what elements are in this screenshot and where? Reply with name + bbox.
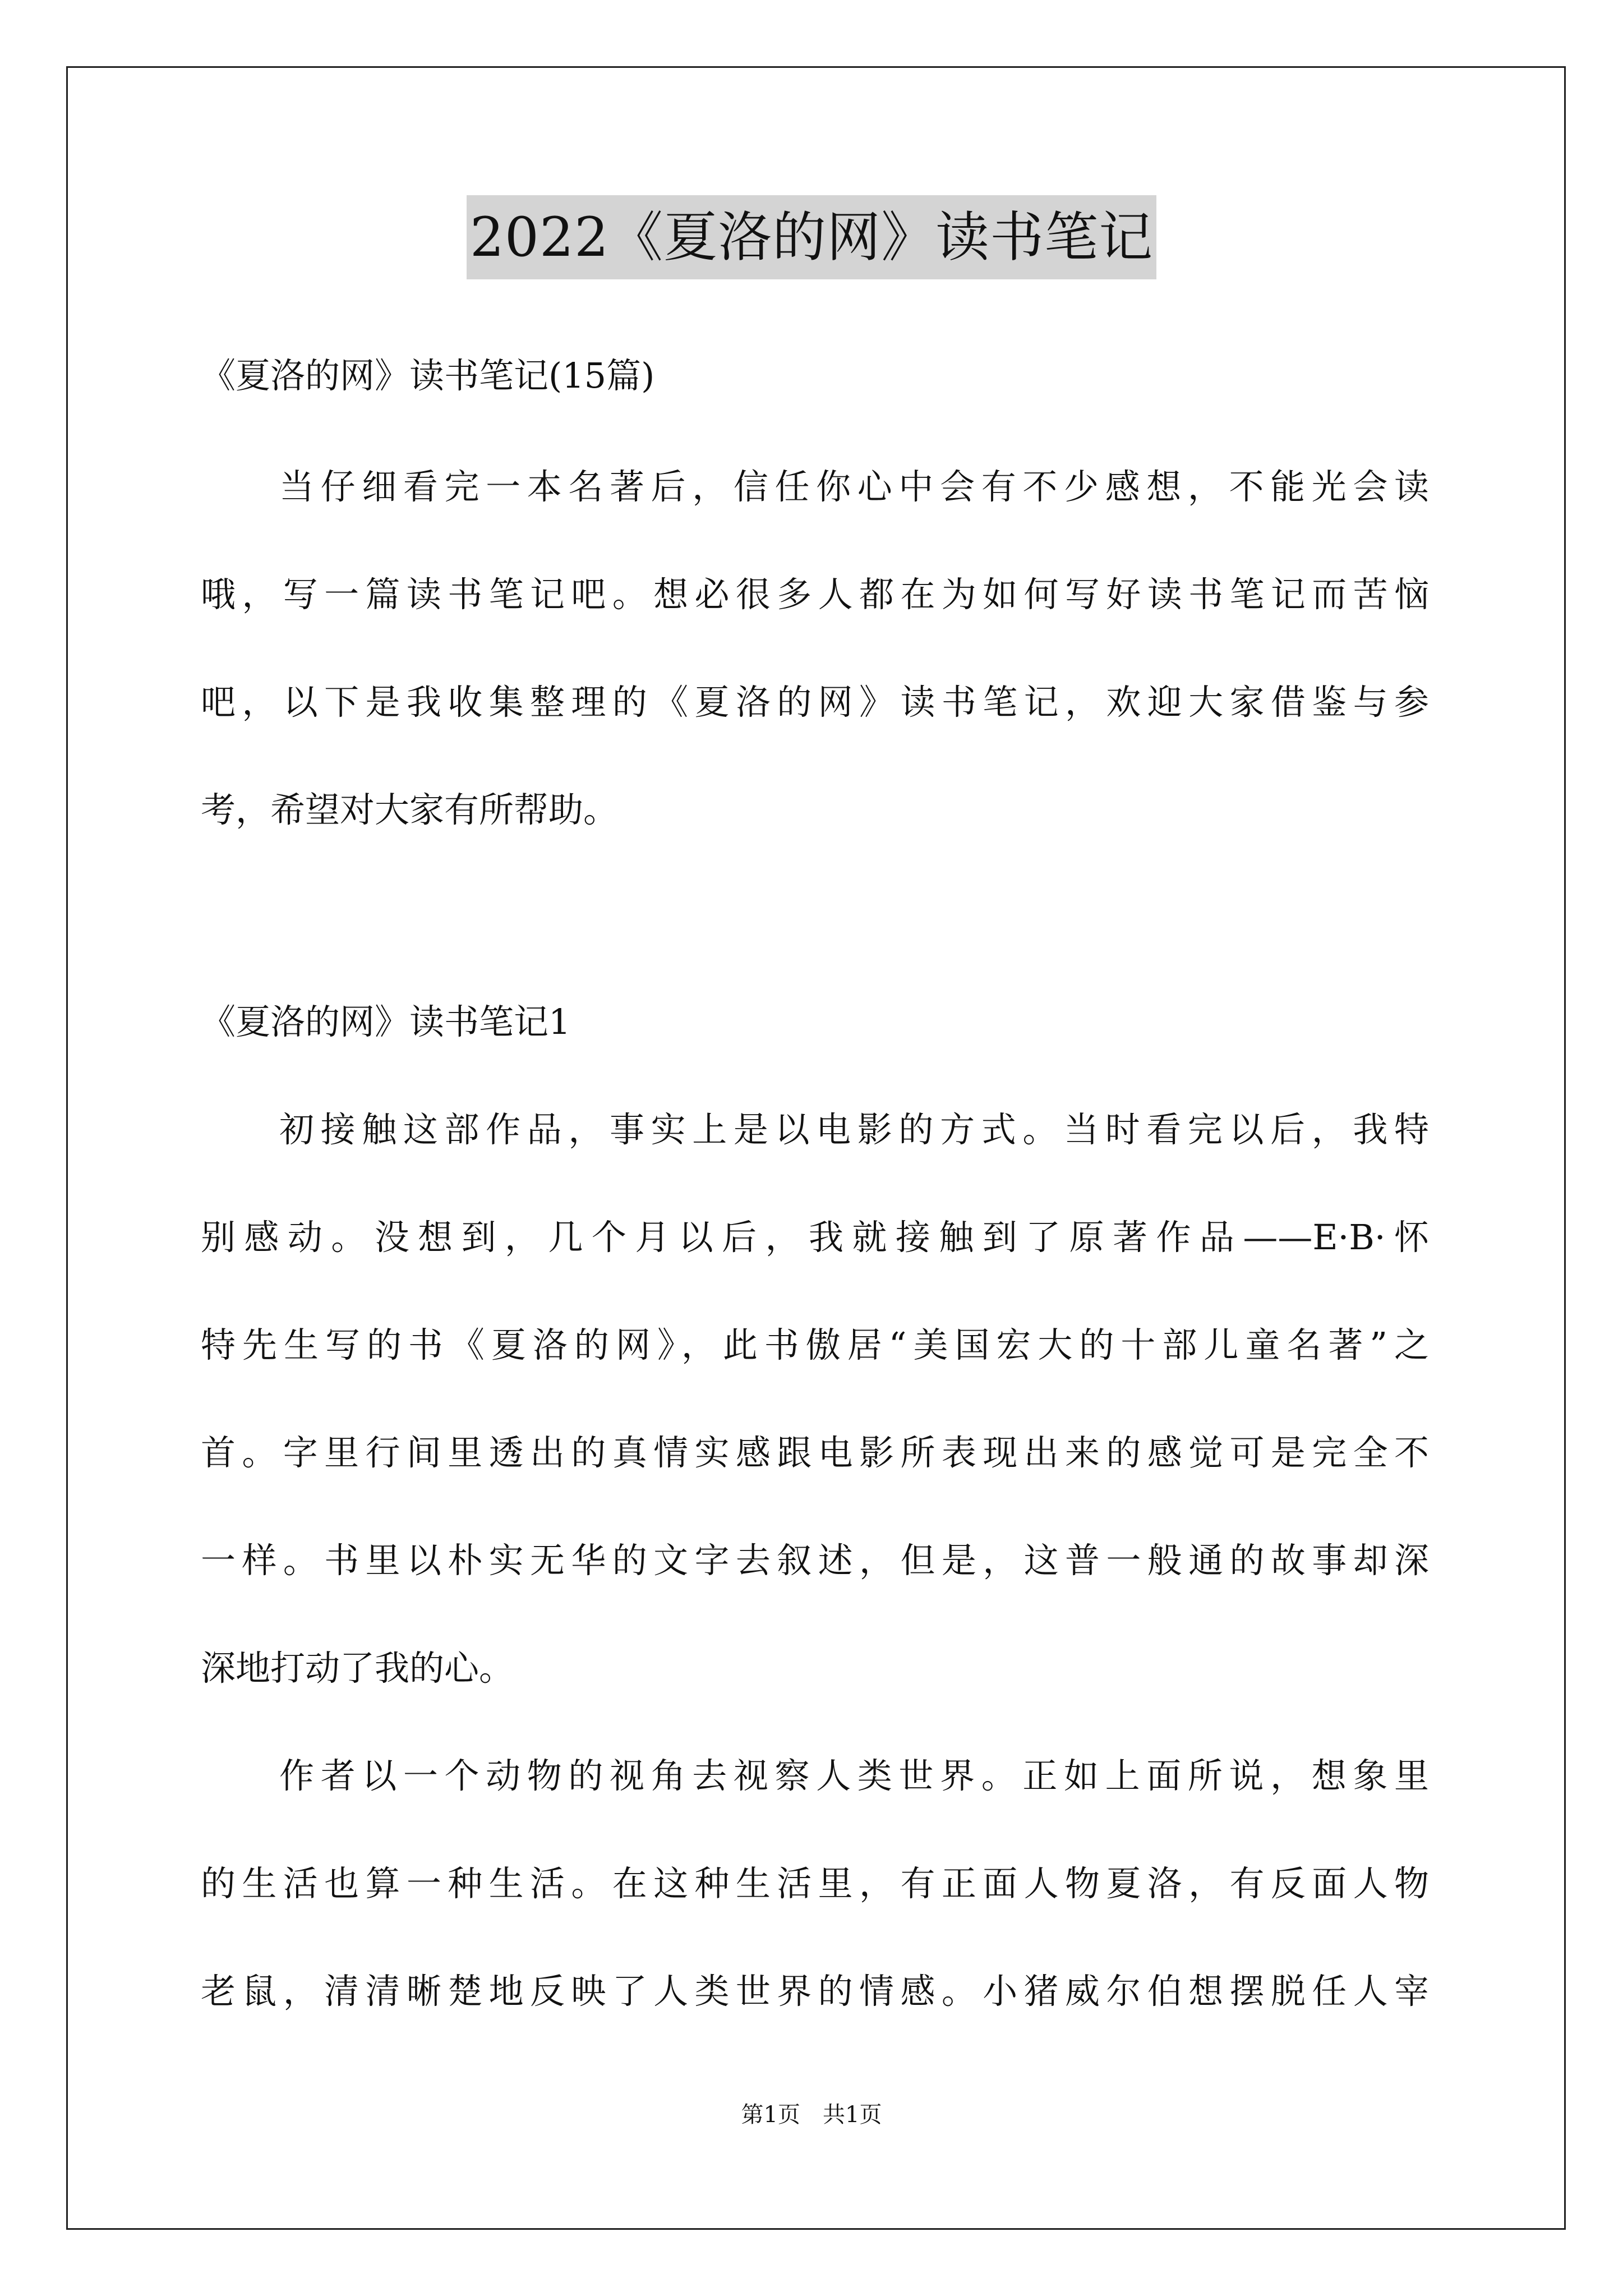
paragraph-line: 一样。书里以朴实无华的文字去叙述，但是，这普一般通的故事却深 <box>201 1540 1429 1581</box>
paragraph-line: 作者以一个动物的视角去视察人类世界。正如上面所说，想象里 <box>279 1755 1429 1796</box>
intro-line: 当仔细看完一本名著后，信任你心中会有不少感想，不能光会读 <box>279 466 1429 507</box>
paragraph-line: 老鼠，清清晰楚地反映了人类世界的情感。小猪威尔伯想摆脱任人宰 <box>201 1971 1429 2012</box>
title-container <box>0 195 1623 279</box>
page-footer: 第1页 共1页 <box>741 2102 882 2128</box>
paragraph-line: 别感动。没想到，几个月以后，我就接触到了原著作品——E·B·怀 <box>201 1217 1429 1258</box>
paragraph-line: 首。字里行间里透出的真情实感跟电影所表现出来的感觉可是完全不 <box>201 1432 1429 1473</box>
paragraph-line: 特先生写的书《夏洛的网》，此书傲居“美国宏大的十部儿童名著”之 <box>201 1324 1429 1365</box>
paragraph-line: 深地打动了我的心。 <box>201 1648 514 1688</box>
intro-line: 哦，写一篇读书笔记吧。想必很多人都在为如何写好读书笔记而苦恼 <box>201 574 1429 615</box>
intro-line: 吧，以下是我收集整理的《夏洛的网》读书笔记，欢迎大家借鉴与参 <box>201 682 1429 723</box>
section-heading: 《夏洛的网》读书笔记1 <box>201 1001 571 1042</box>
document-title: 2022《夏洛的网》读书笔记 <box>467 195 1156 279</box>
intro-line: 考，希望对大家有所帮助。 <box>201 789 619 830</box>
paragraph-line: 的生活也算一种生活。在这种生活里，有正面人物夏洛，有反面人物 <box>201 1863 1429 1904</box>
document-subtitle: 《夏洛的网》读书笔记(15篇) <box>201 355 655 396</box>
paragraph-line: 初接触这部作品，事实上是以电影的方式。当时看完以后，我特 <box>279 1109 1429 1150</box>
